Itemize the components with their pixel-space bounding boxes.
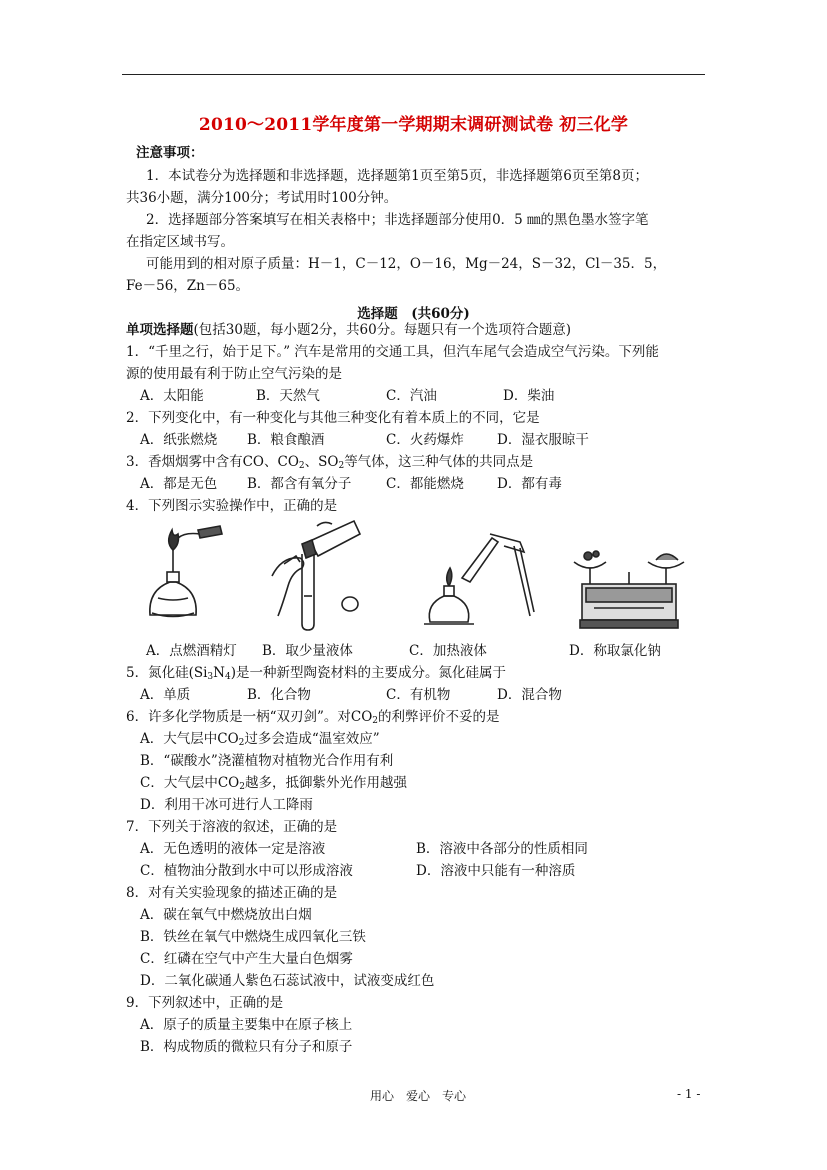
- q9-option-a: A．原子的质量主要集中在原子核上: [140, 1017, 353, 1033]
- q7-option-d: D．溶液中只能有一种溶质: [416, 863, 576, 879]
- header-rule: [122, 74, 705, 75]
- q6-stem: [126, 711, 500, 725]
- q6-sub: 2: [372, 716, 379, 726]
- q1-stem-2: 源的使用最有利于防止空气污染的是: [126, 366, 342, 382]
- q8-option-c: C．红磷在空气中产生大量白色烟雾: [140, 951, 353, 967]
- q8-option-d: D．二氧化碳通人紫色石蕊试液中，试液变成红色: [140, 973, 435, 989]
- balance-illustration: [566, 540, 691, 635]
- q5-sub-2: 4: [224, 672, 231, 682]
- q6-a-post: 过多会造成“温室效应”: [244, 731, 380, 747]
- q1-option-c: C．汽油: [386, 388, 437, 404]
- q3-sub-2: 2: [338, 461, 345, 471]
- q5-stem-post: )是一种新型陶瓷材料的主要成分。氮化硅属于: [230, 665, 506, 681]
- notice-line-4: 在指定区域书写。: [126, 234, 234, 250]
- q5-option-c: C．有机物: [386, 687, 451, 703]
- q6-stem-post: 的利弊评价不妥的是: [378, 709, 500, 725]
- q6-c-sub: 2: [239, 782, 245, 792]
- q1-option-b: B．天然气: [256, 388, 320, 404]
- q4-option-b: B．取少量液体: [262, 643, 353, 659]
- q6-stem-pre: 6．许多化学物质是一柄“双刃剑”。对CO: [126, 709, 373, 725]
- q5-sub-1: 3: [207, 672, 214, 682]
- notice-line-5: 可能用到的相对原子质量：H－1，C－12，O－16，Mg－24，S－32，Cl－35．5，: [146, 256, 667, 272]
- q1-option-d: D．柴油: [503, 388, 555, 404]
- q6-option-a: [140, 733, 380, 747]
- q3-option-c: C．都能燃烧: [386, 476, 464, 492]
- q1-stem-1: 1．“千里之行，始于足下。” 汽车是常用的交通工具，但汽车尾气会造成空气污染。下列能: [126, 344, 659, 360]
- section-title: 选择题 (共60分): [357, 306, 470, 322]
- q5-stem-pre: 5．氮化硅(Si: [126, 665, 208, 681]
- q4-option-c: C．加热液体: [409, 643, 487, 659]
- q3-option-b: B．都含有氧分子: [247, 476, 352, 492]
- q6-option-c: [140, 777, 407, 791]
- q9-stem: 9．下列叙述中，正确的是: [126, 995, 284, 1011]
- q3-stem: [126, 456, 533, 470]
- q8-option-b: B．铁丝在氧气中燃烧生成四氧化三铁: [140, 929, 366, 945]
- q3-option-a: A．都是无色: [140, 476, 218, 492]
- q8-stem: 8．对有关实验现象的描述正确的是: [126, 885, 338, 901]
- q5-stem: [126, 667, 506, 681]
- q3-stem-pre: 3．香烟烟雾中含有CO、CO: [126, 454, 299, 470]
- q3-stem-mid: 、SO: [304, 454, 339, 470]
- page-number: - 1 -: [677, 1087, 701, 1101]
- q7-option-c: C．植物油分散到水中可以形成溶液: [140, 863, 353, 879]
- footer-slogan: 用心 爱心 专心: [370, 1089, 467, 1103]
- q9-option-b: B．构成物质的微粒只有分子和原子: [140, 1039, 353, 1055]
- q1-option-a: A．太阳能: [140, 388, 204, 404]
- notice-heading: 注意事项：: [136, 145, 204, 161]
- pouring-liquid-illustration: [262, 516, 362, 634]
- section-intro: [126, 324, 571, 338]
- notice-line-3: 2．选择题部分答案填写在相关表格中；非选择题部分使用0．5 ㎜的黑色墨水签字笔: [146, 212, 649, 228]
- q6-a-sub: 2: [238, 738, 245, 748]
- section-intro-rest: (包括30题，每小题2分，共60分。每题只有一个选项符合题意): [193, 322, 571, 338]
- q6-c-pre: C．大气层中CO: [140, 775, 240, 791]
- q5-option-d: D．混合物: [497, 687, 562, 703]
- q2-option-d: D．湿衣服晾干: [497, 432, 589, 448]
- section-intro-bold: 单项选择题: [126, 322, 194, 338]
- notice-line-1: 1．本试卷分为选择题和非选择题，选择题第1页至第5页，非选择题第6页至第8页；: [146, 168, 648, 184]
- alcohol-lamp-illustration: [140, 520, 230, 630]
- q6-option-b: B．“碳酸水”浇灌植物对植物光合作用有利: [140, 753, 394, 769]
- page-title: 2010～2011学年度第一学期期末调研测试卷 初三化学: [198, 115, 629, 135]
- q6-option-d: D．利用干冰可进行人工降雨: [140, 797, 313, 813]
- heating-liquid-illustration: [410, 520, 540, 630]
- q4-option-d: D．称取氯化钠: [569, 643, 661, 659]
- q2-option-c: C．火药爆炸: [386, 432, 464, 448]
- q7-stem: 7．下列关于溶液的叙述，正确的是: [126, 819, 338, 835]
- q5-option-a: A．单质: [140, 687, 191, 703]
- q5-option-b: B．化合物: [247, 687, 311, 703]
- q5-stem-mid: N: [213, 665, 225, 681]
- q3-stem-post: 等气体，这三种气体的共同点是: [344, 454, 534, 470]
- q6-c-post: 越多，抵御紫外光作用越强: [244, 775, 407, 791]
- q4-stem: 4．下列图示实验操作中，正确的是: [126, 498, 338, 514]
- q4-option-a: A．点燃酒精灯: [146, 643, 237, 659]
- q8-option-a: A．碳在氧气中燃烧放出白烟: [140, 907, 312, 923]
- q2-stem: 2．下列变化中，有一种变化与其他三种变化有着本质上的不同，它是: [126, 410, 540, 426]
- q6-a-pre: A．大气层中CO: [140, 731, 239, 747]
- notice-line-6: Fe－56，Zn－65。: [126, 278, 250, 294]
- q3-sub-1: 2: [298, 461, 305, 471]
- q2-option-b: B．粮食酿酒: [247, 432, 325, 448]
- q7-option-b: B．溶液中各部分的性质相同: [416, 841, 588, 857]
- q7-option-a: A．无色透明的液体一定是溶液: [140, 841, 326, 857]
- q3-option-d: D．都有毒: [497, 476, 562, 492]
- notice-line-2: 共36小题，满分100分；考试用时100分钟。: [126, 190, 398, 206]
- q2-option-a: A．纸张燃烧: [140, 432, 218, 448]
